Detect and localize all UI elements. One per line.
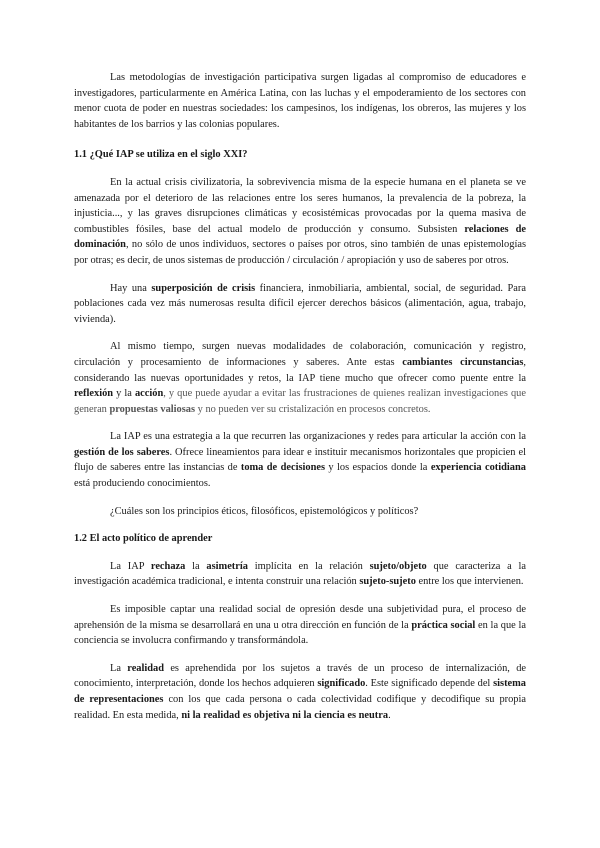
- text-run: La IAP es una estrategia a la que recurren las organizaciones y redes para articular la acción con la: [110, 431, 526, 443]
- text-run: En la actual crisis civilizatoria, la sobrevivencia misma de la especie humana en el planeta se ve amenazada por el deterioro de las relaciones entre los seres humanos, la prevalencia de la pobreza, la injusticia..., y las graves disrupciones climáticas y ecosistémicas provocadas por la quema masiva de combustibles fósiles, base del actual modelo de producción y consumo. Subsisten: [74, 176, 526, 235]
- text-run: está produciendo conocimientos.: [74, 478, 211, 490]
- text-run: La: [110, 662, 128, 674]
- bold-term: sistema de representaciones: [74, 678, 526, 705]
- paragraph-asymmetry: [74, 559, 526, 590]
- text-run: financiera, inmobiliaria, ambiental, social, de seguridad. Para poblaciones cada vez más numerosas resulta difícil ejercer derechos básicos (alimentación, agua, trabajo, vivienda).: [74, 282, 526, 325]
- bold-term: propuestas valiosas: [109, 403, 196, 415]
- bold-term: reflexión: [74, 388, 114, 400]
- paragraph-new-modalities: [74, 339, 526, 417]
- bold-term: práctica social: [411, 619, 476, 631]
- text-run: , no sólo de unos individuos, sectores o países por otros, sino también de unas epistemologías por otras; es decir, de unos sistemas de producción / circulación / apropiación y uso de saberes por otros.: [74, 239, 526, 266]
- section-heading-1-1: 1.1 ¿Qué IAP se utiliza en el siglo XXI?: [74, 149, 248, 161]
- paragraph-superposition: [74, 281, 526, 328]
- bold-term: acción: [134, 388, 164, 400]
- text-run: .: [388, 709, 391, 721]
- text-run: Es imposible captar una realidad social de opresión desde una subjetividad pura, el proceso de aprehensión de la misma se desarrollará en una u otra dirección en función de la: [74, 604, 526, 631]
- paragraph-question: ¿Cuáles son los principios éticos, filosóficos, epistemológicos y políticos?: [110, 505, 419, 517]
- text-run: Hay una: [110, 282, 152, 294]
- text-run: , y que puede ayudar a evitar las frustraciones de quienes realizan investigaciones que generan: [74, 388, 526, 415]
- section-heading-1-2: 1.2 El acto político de aprender: [74, 533, 213, 545]
- bold-term: significado: [317, 678, 366, 690]
- bold-term: cambiantes circunstancias: [402, 356, 524, 368]
- bold-term: sujeto/objeto: [369, 560, 427, 572]
- text-run: y la: [113, 388, 135, 400]
- bold-term: gestión de los saberes: [74, 446, 170, 458]
- paragraph-intro: Las metodologías de investigación participativa surgen ligadas al compromiso de educadores e investigadores, particularmente en América Latina, con las luchas y el empoderamiento de los sectores con menor cuota de poder en nuestras sociedades: los campesinos, los indígenas, los obreros, las mujeres y los habitantes de los barrios y las colonias populares.: [74, 72, 526, 130]
- text-run: La IAP: [110, 560, 151, 572]
- document-page: [74, 70, 526, 723]
- paragraph-crisis: [74, 175, 526, 269]
- text-run: es aprehendida por los sujetos a través de un proceso de internalización, de conocimiento, interpretación, donde los hechos adquieren: [74, 662, 527, 690]
- text-run: y no pueden ver su cristalización en procesos concretos.: [195, 403, 431, 415]
- text-run: entre los que intervienen.: [415, 576, 524, 588]
- text-run: que caracteriza a la investigación académica tradicional, e intenta construir una relación: [74, 560, 526, 588]
- bold-term: superposición de crisis: [151, 282, 256, 294]
- text-run: y los espacios donde la: [325, 462, 431, 474]
- paragraph-reality: [74, 661, 526, 723]
- paragraph-strategy: [74, 429, 526, 491]
- paragraph-social-practice: [74, 602, 526, 649]
- bold-term: relaciones de dominación: [74, 223, 526, 251]
- text-run: Al mismo tiempo, surgen nuevas modalidades de colaboración, comunicación y registro, circulación y procesamiento de informaciones y saberes. Ante estas: [74, 341, 526, 368]
- bold-term: asimetría: [206, 560, 248, 572]
- bold-term: toma de decisiones: [240, 462, 326, 474]
- bold-term: rechaza: [150, 560, 186, 572]
- bold-term: experiencia cotidiana: [430, 462, 526, 474]
- text-run: con los que cada persona o cada colectividad codifique y decodifique su propia realidad. En esta medida,: [74, 694, 526, 721]
- text-run: en la que la conciencia se involucra confirmando y transformándola.: [74, 619, 527, 647]
- bold-term: sujeto-sujeto: [359, 576, 416, 588]
- text-run: la: [185, 560, 207, 572]
- text-run: implícita en la relación: [247, 560, 370, 572]
- bold-term: realidad: [127, 662, 165, 674]
- text-run: . Ofrece lineamientos para idear e instituir mecanismos horizontales que propicien el flujo de saberes entre las instancias de: [74, 446, 526, 474]
- text-run: , considerando las nuevas oportunidades y retos, la IAP tiene mucho que ofrecer como puente entre la: [74, 356, 527, 384]
- bold-term: ni la realidad es objetiva ni la ciencia es neutra: [181, 709, 389, 721]
- text-run: . Este significado depende del: [365, 678, 494, 690]
